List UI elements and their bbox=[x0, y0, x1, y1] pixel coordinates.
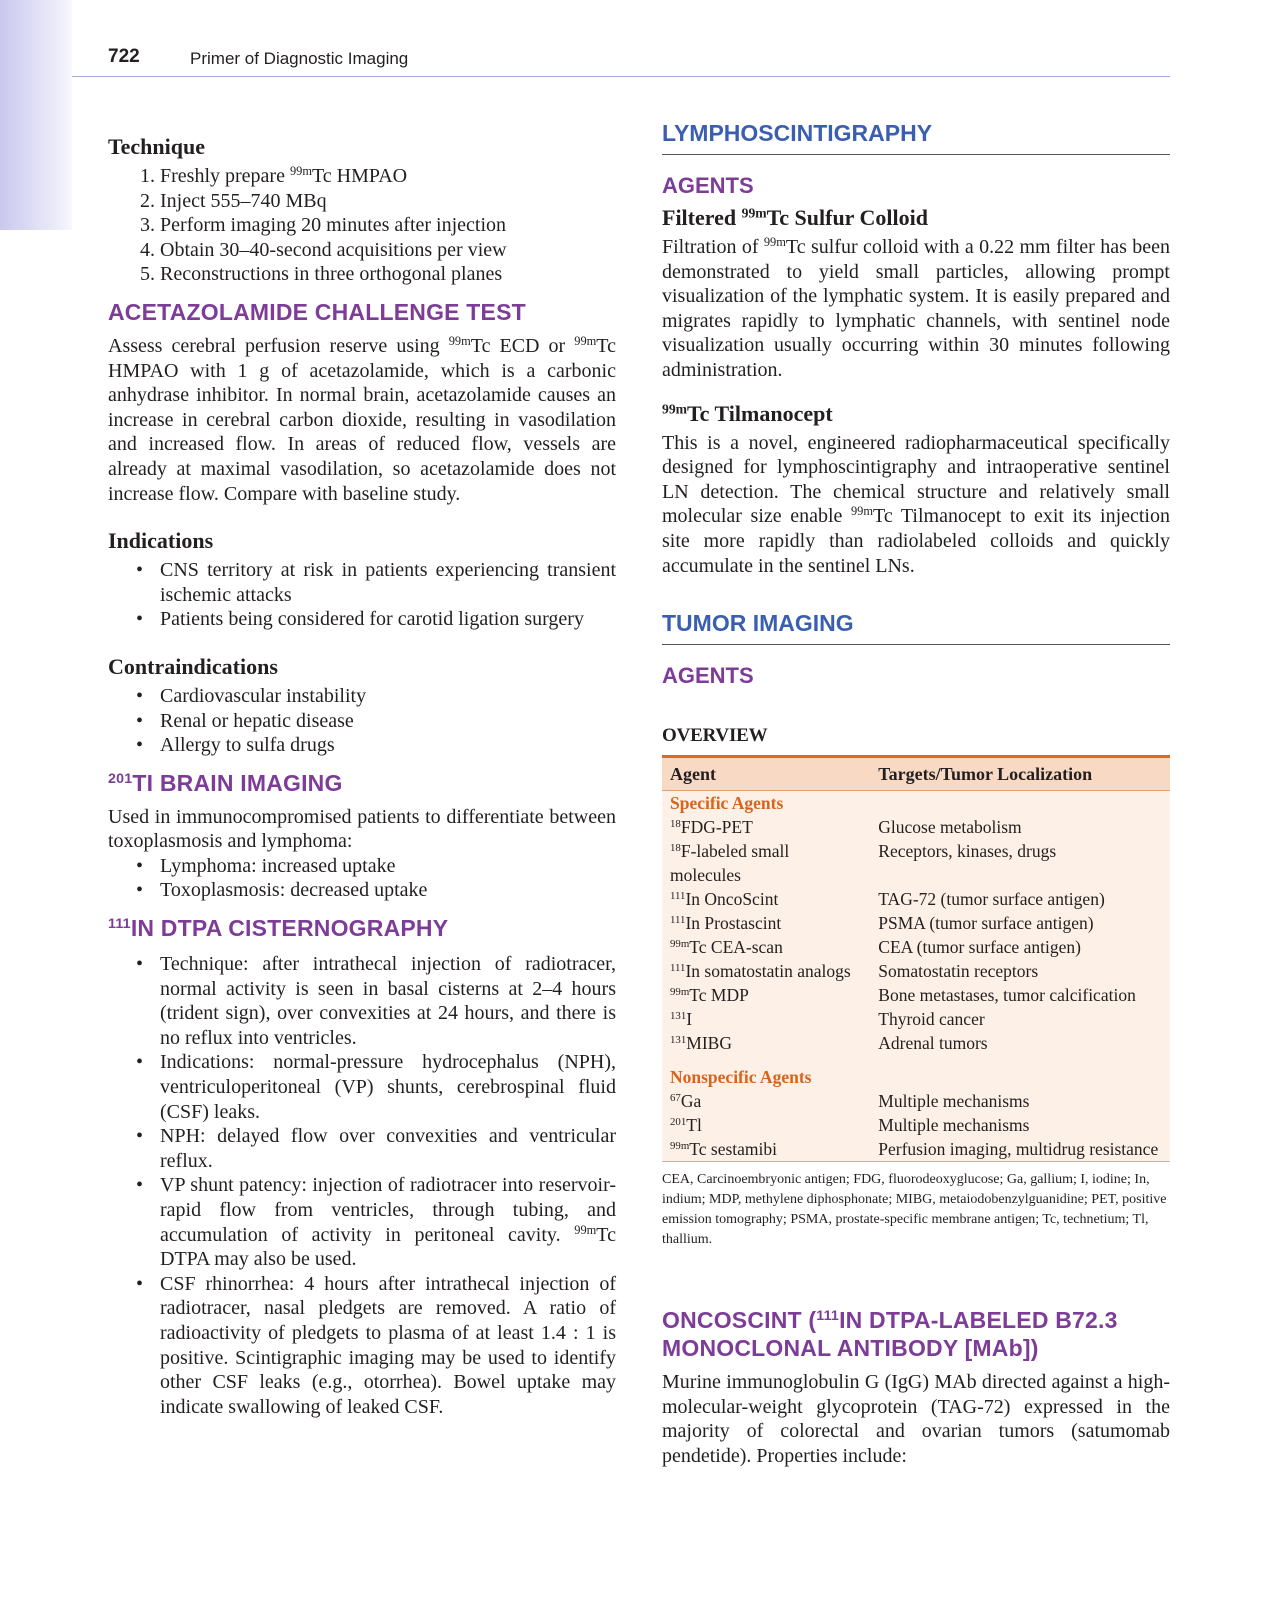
column-header-targets: Targets/Tumor Localization bbox=[870, 757, 1170, 791]
target-cell: Multiple mechanisms bbox=[878, 1091, 1030, 1112]
group-row-specific: Specific Agents bbox=[670, 793, 784, 814]
list-item: • Technique: after intrathecal injection of radiotracer, normal activity is seen in basal cisterns at 2–4 hours (trident sign), over convexities at 24 hours, and there is no reflux into ventricles. bbox=[160, 952, 616, 1050]
agent-cell: $^{111}$In somatostatin analogs bbox=[670, 961, 851, 982]
target-cell: Somatostatin receptors bbox=[878, 961, 1039, 982]
tumor-agents-table bbox=[662, 755, 1170, 1162]
table-row bbox=[662, 1113, 1170, 1137]
table-row bbox=[662, 1089, 1170, 1113]
target-cell: Adrenal tumors bbox=[878, 1033, 988, 1054]
target-cell: TAG-72 (tumor surface antigen) bbox=[878, 889, 1105, 910]
running-title: Primer of Diagnostic Imaging bbox=[190, 49, 409, 68]
table-row bbox=[662, 983, 1170, 1007]
list-item: • Indications: normal-pressure hydrocephalus (NPH), ventriculoperitoneal (VP) shunts, cerebrospinal fluid (CSF) leaks. bbox=[160, 1050, 616, 1124]
acetazolamide-paragraph: Assess cerebral perfusion reserve using $^{99m}$Tc ECD or $^{99m}$Tc HMPAO with 1 g of acetazolamide, which is a carbonic anhydrase inhibitor. In normal brain, acetazolamide causes an increase in cerebral carbon dioxide, resulting in vasodilation and increased flow. In areas of reduced flow, vessels are already at maximal vasodilation, so acetazolamide does not increase flow. Compare with baseline study. bbox=[108, 334, 616, 505]
agent-cell: $^{18}$FDG-PET bbox=[670, 817, 753, 838]
list-item: • Patients being considered for carotid ligation surgery bbox=[160, 607, 616, 632]
list-item: • NPH: delayed flow over convexities and ventricular reflux. bbox=[160, 1124, 616, 1173]
table-row bbox=[662, 1007, 1170, 1031]
tilmanocept-heading: $^{99m}$Tc Tilmanocept bbox=[662, 400, 833, 426]
agent-cell: $^{99m}$Tc sestamibi bbox=[662, 1137, 870, 1162]
page-number: 722 bbox=[108, 46, 140, 67]
agent-cell: $^{99m}$Tc CEA-scan bbox=[670, 937, 783, 958]
table-row bbox=[662, 839, 1170, 887]
oncoscint-paragraph: Murine immunoglobulin G (IgG) MAb directed against a high-molecular-weight glycoprotein (TAG-72) expressed in the majority of colorectal and ovarian tumors (satumomab pendetide). Properties include: bbox=[662, 1371, 1170, 1467]
technique-steps bbox=[108, 164, 616, 287]
list-item: • Renal or hepatic disease bbox=[160, 709, 616, 734]
contraindications-heading: Contraindications bbox=[108, 653, 278, 679]
cisternography-heading: $^{111}$IN DTPA CISTERNOGRAPHY bbox=[108, 915, 449, 942]
group-row-nonspecific: Nonspecific Agents bbox=[670, 1067, 812, 1088]
table-header-row bbox=[662, 757, 1170, 791]
page-edge-tab bbox=[0, 0, 72, 230]
tilmanocept-paragraph: This is a novel, engineered radiopharmaceutical specifically designed for lymphoscintigraphy and intraoperative sentinel LN detection. The chemical structure and relatively small molecular size enable $^{99m}$Tc Tilmanocept to exit its injection site more rapidly than radiolabeled colloids and quickly accumulate in the sentinel LNs. bbox=[662, 431, 1170, 577]
technique-step: 4. Obtain 30–40-second acquisitions per view bbox=[160, 238, 616, 263]
target-cell: Perfusion imaging, multidrug resistance bbox=[870, 1137, 1170, 1162]
table-row bbox=[662, 1137, 1170, 1162]
agent-cell: $^{131}$I bbox=[670, 1009, 693, 1030]
target-cell: Receptors, kinases, drugs bbox=[878, 841, 1057, 862]
acetazolamide-heading: ACETAZOLAMIDE CHALLENGE TEST bbox=[108, 298, 526, 325]
technique-step: 2. Inject 555–740 MBq bbox=[160, 189, 616, 214]
sulfur-colloid-paragraph: Filtration of $^{99m}$Tc sulfur colloid with a 0.22 mm filter has been demonstrated to yield small particles, allowing prompt visualization of the lymphatic system. It is easily prepared and migrates rapidly to lymphatic channels, with sentinel node visualization usually occurring within 30 minutes following administration. bbox=[662, 235, 1170, 381]
table-row bbox=[662, 911, 1170, 935]
table-footnote: CEA, Carcinoembryonic antigen; FDG, fluorodeoxyglucose; Ga, gallium; I, iodine; In, indium; MDP, methylene diphosphonate; MIBG, metaiodobenzylguanidine; PET, positive emission tomography; PSMA, prostate-specific membrane antigen; Tc, technetium; Tl, thallium. bbox=[662, 1172, 1167, 1248]
agent-cell: $^{111}$In Prostascint bbox=[670, 913, 782, 934]
contraindications-list bbox=[108, 684, 616, 758]
tumor-agents-heading: AGENTS bbox=[662, 663, 754, 689]
agent-cell: $^{18}$F-labeled small molecules bbox=[670, 841, 790, 886]
table-row bbox=[662, 887, 1170, 911]
list-item: • Cardiovascular instability bbox=[160, 684, 616, 709]
target-cell: Thyroid cancer bbox=[878, 1009, 985, 1030]
indications-heading: Indications bbox=[108, 528, 214, 554]
oncoscint-heading: ONCOSCINT ($^{111}$IN DTPA-LABELED B72.3 MONOCLONAL ANTIBODY [MAb]) bbox=[662, 1307, 1118, 1362]
target-cell: Bone metastases, tumor calcification bbox=[878, 985, 1136, 1006]
table-row bbox=[662, 959, 1170, 983]
list-item: • CSF rhinorrhea: 4 hours after intrathecal injection of radiotracer, nasal pledgets are removed. A ratio of radioactivity of pledgets to plasma of at least 1.4 : 1 is positive. Scintigraphic imaging may be used to identify other CSF leaks (e.g., otorrhea). Bowel uptake may indicate swallowing of leaked CSF. bbox=[160, 1272, 616, 1420]
table-row bbox=[662, 935, 1170, 959]
agent-cell: $^{99m}$Tc MDP bbox=[670, 985, 749, 1006]
list-item: • VP shunt patency: injection of radiotracer into reservoir-rapid flow from ventricles, through tubing, and accumulation of activity in peritoneal cavity. $^{99m}$Tc DTPA may also be used. bbox=[160, 1173, 616, 1271]
indications-list bbox=[108, 558, 616, 632]
right-column bbox=[662, 118, 1170, 1469]
target-cell: CEA (tumor surface antigen) bbox=[878, 937, 1081, 958]
column-header-agent: Agent bbox=[662, 757, 870, 791]
left-column bbox=[108, 128, 616, 1419]
tumor-imaging-heading: TUMOR IMAGING bbox=[662, 608, 1170, 645]
target-cell: PSMA (tumor surface antigen) bbox=[878, 913, 1094, 934]
technique-step: 3. Perform imaging 20 minutes after injection bbox=[160, 213, 616, 238]
technique-heading: Technique bbox=[108, 134, 206, 159]
lymphoscintigraphy-heading: LYMPHOSCINTIGRAPHY bbox=[662, 118, 1170, 155]
header-rule bbox=[72, 76, 1170, 77]
lympho-agents-heading: AGENTS bbox=[662, 173, 754, 198]
table-title: OVERVIEW bbox=[662, 725, 768, 747]
table-row bbox=[662, 1031, 1170, 1055]
agent-cell: $^{131}$MIBG bbox=[670, 1033, 732, 1054]
list-item: • CNS territory at risk in patients experiencing transient ischemic attacks bbox=[160, 558, 616, 607]
table-row bbox=[662, 815, 1170, 839]
table-body bbox=[662, 791, 1170, 1162]
target-cell: Glucose metabolism bbox=[878, 817, 1022, 838]
technique-step: 5. Reconstructions in three orthogonal planes bbox=[160, 262, 616, 287]
tl-brain-intro: Used in immunocompromised patients to differentiate between toxoplasmosis and lymphoma: bbox=[108, 805, 616, 853]
agent-cell: $^{67}$Ga bbox=[670, 1091, 702, 1112]
list-item: • Allergy to sulfa drugs bbox=[160, 733, 616, 758]
agent-cell: $^{111}$In OncoScint bbox=[670, 889, 779, 910]
target-cell: Multiple mechanisms bbox=[878, 1115, 1030, 1136]
cisternography-list bbox=[108, 952, 616, 1419]
sulfur-colloid-heading: Filtered $^{99m}$Tc Sulfur Colloid bbox=[662, 205, 928, 230]
tl-brain-heading: $^{201}$TI BRAIN IMAGING bbox=[108, 769, 343, 796]
list-item: • Lymphoma: increased uptake bbox=[160, 854, 616, 879]
page-header bbox=[108, 46, 1170, 78]
tl-brain-list bbox=[108, 854, 616, 903]
technique-step: 1. Freshly prepare $^{99m}$Tc HMPAO bbox=[160, 164, 616, 189]
agent-cell: $^{201}$Tl bbox=[670, 1115, 702, 1136]
list-item: • Toxoplasmosis: decreased uptake bbox=[160, 878, 616, 903]
